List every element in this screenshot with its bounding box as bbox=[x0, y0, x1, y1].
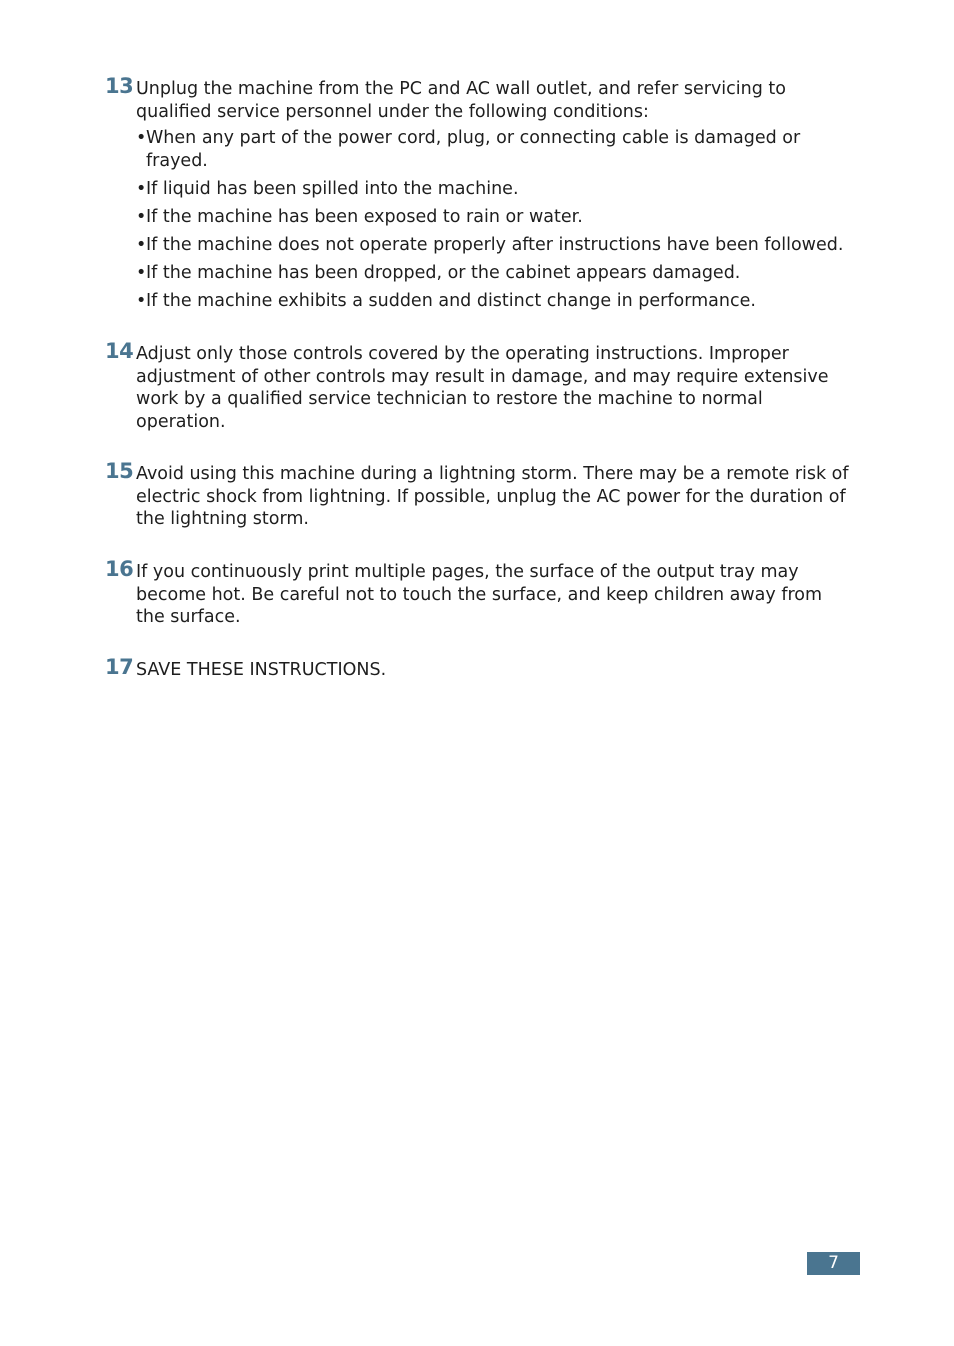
item-text: SAVE THESE INSTRUCTIONS. bbox=[136, 660, 387, 680]
page-number: 7 bbox=[807, 1252, 860, 1275]
condition-text: If the machine has been exposed to rain or water. bbox=[146, 207, 583, 227]
instruction-item-14 bbox=[105, 339, 855, 433]
condition-item bbox=[136, 234, 855, 257]
item-number: 14 bbox=[105, 339, 134, 363]
condition-text: If the machine exhibits a sudden and distinct change in performance. bbox=[146, 291, 756, 311]
condition-item bbox=[136, 206, 855, 229]
item-body bbox=[136, 659, 855, 682]
condition-text: If the machine has been dropped, or the cabinet appears damaged. bbox=[146, 263, 741, 283]
condition-item bbox=[136, 127, 855, 173]
bullet: • bbox=[136, 128, 147, 148]
condition-text: If the machine does not operate properly after instructions have been followed. bbox=[146, 235, 844, 255]
item-body bbox=[136, 463, 855, 531]
instruction-item-15 bbox=[105, 459, 855, 531]
bullet: • bbox=[136, 207, 147, 227]
condition-item bbox=[136, 178, 855, 201]
item-number: 15 bbox=[105, 459, 134, 483]
item-text: Adjust only those controls covered by the operating instructions. Improper adjustment of other controls may result in damage, and may require extensive work by a qualified service technician to restore the machine to normal operation. bbox=[136, 344, 829, 432]
item-body bbox=[136, 78, 855, 313]
instruction-item-13 bbox=[105, 74, 855, 318]
bullet: • bbox=[136, 263, 147, 283]
condition-text: When any part of the power cord, plug, or connecting cable is damaged or frayed. bbox=[146, 128, 801, 171]
item-number: 17 bbox=[105, 655, 134, 679]
bullet: • bbox=[136, 179, 147, 199]
instruction-item-17 bbox=[105, 655, 855, 682]
bullet: • bbox=[136, 291, 147, 311]
item-text: If you continuously print multiple pages, the surface of the output tray may become hot. Be careful not to touch the surface, and keep children away from the surface. bbox=[136, 562, 823, 627]
condition-item bbox=[136, 262, 855, 285]
item-number: 16 bbox=[105, 557, 134, 581]
bullet: • bbox=[136, 235, 147, 255]
item-text: Avoid using this machine during a lightning storm. There may be a remote risk of electric shock from lightning. If possible, unplug the AC power for the duration of the lightning storm. bbox=[136, 464, 849, 529]
instruction-item-16 bbox=[105, 557, 855, 629]
condition-list bbox=[136, 127, 855, 313]
item-number: 13 bbox=[105, 74, 134, 98]
item-body bbox=[136, 343, 855, 433]
item-text: Unplug the machine from the PC and AC wall outlet, and refer servicing to qualified service personnel under the following conditions: bbox=[136, 79, 786, 122]
condition-item bbox=[136, 290, 855, 313]
item-body bbox=[136, 561, 855, 629]
condition-text: If liquid has been spilled into the machine. bbox=[146, 179, 519, 199]
